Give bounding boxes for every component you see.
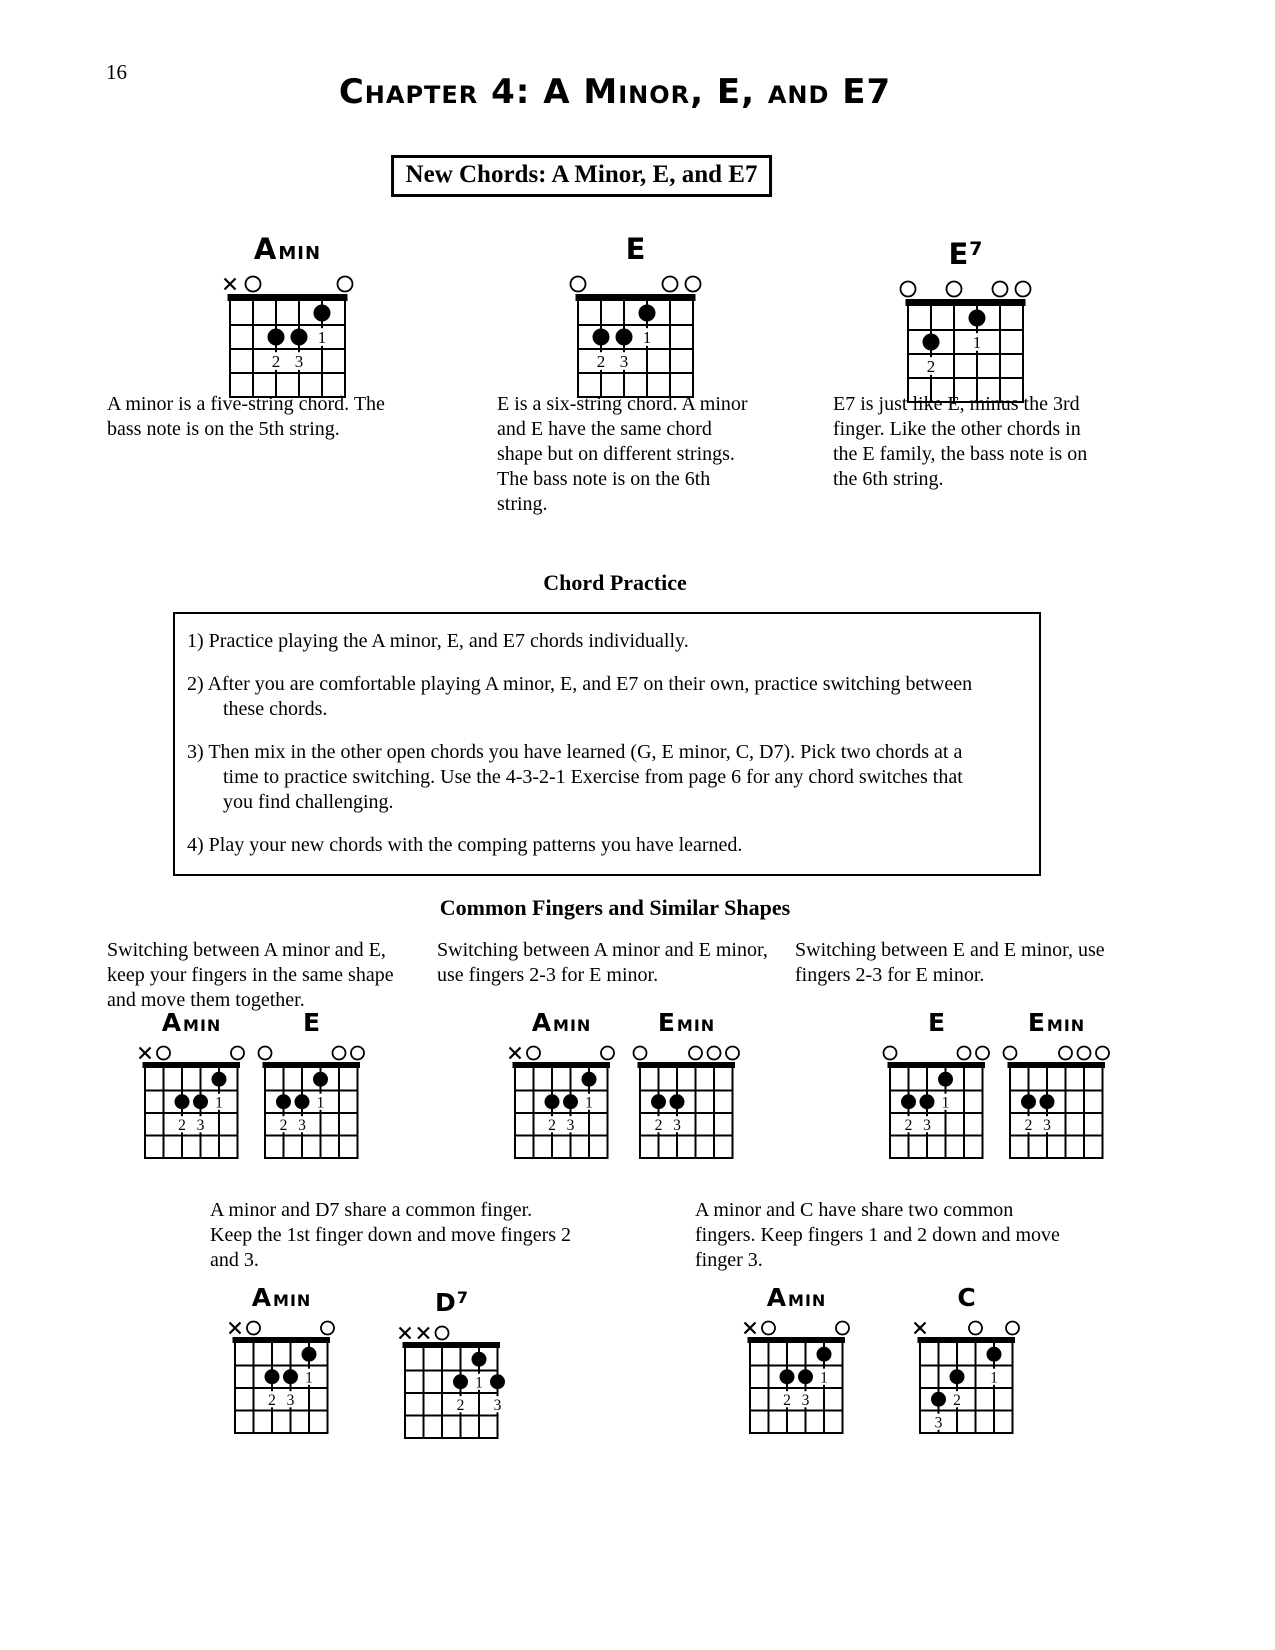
chord-label bbox=[506, 1008, 617, 1041]
finger-number: 2 bbox=[271, 352, 281, 372]
chord-grid bbox=[136, 1044, 247, 1160]
finger-number: 2 bbox=[654, 1116, 663, 1134]
finger-number: 3 bbox=[298, 1116, 306, 1134]
practice-item-number: 4) bbox=[187, 834, 204, 856]
chord-grid bbox=[568, 274, 703, 399]
chord-diagram-amin bbox=[741, 1283, 852, 1435]
finger-number: 2 bbox=[456, 1396, 465, 1414]
open-string-icon bbox=[976, 1047, 989, 1060]
finger-number: 3 bbox=[923, 1116, 931, 1134]
chord-label-letter: D bbox=[435, 1288, 456, 1317]
nut bbox=[263, 1062, 361, 1068]
chord-label bbox=[220, 232, 355, 271]
chord-label-letter: E bbox=[625, 232, 646, 266]
open-string-icon bbox=[708, 1047, 721, 1060]
nut bbox=[576, 294, 696, 301]
finger-number: 3 bbox=[566, 1116, 575, 1134]
open-string-icon bbox=[338, 277, 353, 292]
finger-dot bbox=[545, 1094, 560, 1109]
nut bbox=[513, 1062, 611, 1068]
nut bbox=[918, 1337, 1016, 1343]
finger-number: 2 bbox=[1024, 1116, 1033, 1134]
chord-diagram-d7 bbox=[396, 1283, 507, 1440]
finger-dot bbox=[314, 305, 331, 322]
finger-dot bbox=[582, 1072, 597, 1087]
open-string-icon bbox=[351, 1047, 364, 1060]
muted-string-icon bbox=[510, 1048, 521, 1059]
open-string-icon bbox=[993, 282, 1008, 297]
finger-dot bbox=[1040, 1094, 1055, 1109]
open-string-icon bbox=[259, 1047, 272, 1060]
finger-dot bbox=[295, 1094, 310, 1109]
chord-diagram-c bbox=[911, 1283, 1022, 1435]
finger-number: 3 bbox=[1043, 1116, 1051, 1134]
finger-number: 2 bbox=[548, 1116, 556, 1134]
practice-item bbox=[187, 672, 987, 722]
finger-dot bbox=[593, 329, 610, 346]
practice-box bbox=[173, 612, 1041, 876]
chord-diagram-e bbox=[256, 1008, 367, 1160]
finger-number: 3 bbox=[286, 1391, 295, 1409]
practice-item-text: Practice playing the A minor, E, and E7 chords individually. bbox=[208, 630, 689, 652]
open-string-icon bbox=[1059, 1047, 1072, 1060]
finger-number: 1 bbox=[305, 1369, 313, 1387]
finger-dot bbox=[651, 1094, 666, 1109]
open-string-icon bbox=[1096, 1047, 1109, 1060]
finger-dot bbox=[283, 1369, 298, 1384]
open-string-icon bbox=[762, 1322, 775, 1335]
open-string-icon bbox=[958, 1047, 971, 1060]
open-string-icon bbox=[1016, 282, 1031, 297]
chord-label bbox=[898, 232, 1033, 276]
finger-dot bbox=[265, 1369, 280, 1384]
nut bbox=[233, 1337, 331, 1343]
nut bbox=[638, 1062, 736, 1068]
finger-dot bbox=[670, 1094, 685, 1109]
chord-label-letter: A bbox=[531, 1008, 552, 1037]
page-number: 16 bbox=[106, 60, 127, 84]
finger-dot bbox=[920, 1094, 935, 1109]
finger-dot bbox=[639, 305, 656, 322]
muted-string-icon bbox=[230, 1323, 241, 1334]
open-string-icon bbox=[634, 1047, 647, 1060]
practice-item-text: Play your new chords with the comping patterns you have learned. bbox=[208, 834, 743, 856]
finger-number: 3 bbox=[673, 1116, 681, 1134]
finger-dot bbox=[175, 1094, 190, 1109]
finger-number: 1 bbox=[941, 1094, 950, 1112]
chord-label bbox=[136, 1008, 247, 1041]
finger-number: 3 bbox=[493, 1396, 502, 1414]
chord-diagram-e bbox=[881, 1008, 992, 1160]
finger-dot bbox=[923, 334, 940, 351]
finger-number: 2 bbox=[279, 1116, 288, 1134]
open-string-icon bbox=[663, 277, 678, 292]
finger-number: 2 bbox=[926, 357, 936, 377]
chord-label-letter: A bbox=[253, 232, 277, 266]
finger-number: 2 bbox=[596, 352, 606, 372]
practice-item-number: 2) bbox=[187, 673, 204, 695]
finger-number: 1 bbox=[972, 333, 982, 353]
practice-item bbox=[187, 740, 987, 815]
chord-diagram-amin bbox=[220, 232, 355, 399]
finger-dot bbox=[817, 1347, 832, 1362]
chord-grid bbox=[741, 1319, 852, 1435]
chord-grid bbox=[220, 274, 355, 399]
finger-number: 3 bbox=[801, 1391, 810, 1409]
muted-string-icon bbox=[225, 279, 236, 290]
chord-diagram-amin bbox=[506, 1008, 617, 1160]
finger-dot bbox=[901, 1094, 916, 1109]
chord-grid bbox=[911, 1319, 1022, 1435]
chord-label-superscript: 7 bbox=[969, 238, 983, 260]
chapter-title: Chapter 4: A Minor, E, and E7 bbox=[338, 72, 892, 112]
finger-number: 2 bbox=[953, 1391, 961, 1409]
chord-label bbox=[741, 1283, 852, 1316]
bottom-note-amin-c: A minor and C have share two common fingers. Keep fingers 1 and 2 down and move finger 3. bbox=[695, 1199, 1060, 1271]
chord-grid bbox=[881, 1044, 992, 1160]
finger-dot bbox=[1021, 1094, 1036, 1109]
open-string-icon bbox=[1004, 1047, 1017, 1060]
chord-grid bbox=[506, 1044, 617, 1160]
chord-label-suffix: MIN bbox=[553, 1016, 592, 1035]
open-string-icon bbox=[571, 277, 586, 292]
nut bbox=[228, 294, 348, 301]
practice-heading: Chord Practice bbox=[543, 570, 687, 595]
finger-dot bbox=[563, 1094, 578, 1109]
switching-note-e-emin: Switching between E and E minor, use fingers 2-3 for E minor. bbox=[795, 939, 1105, 986]
chord-label-letter: C bbox=[957, 1283, 976, 1312]
open-string-icon bbox=[689, 1047, 702, 1060]
switching-note-amin-emin: Switching between A minor and E minor, use fingers 2-3 for E minor. bbox=[437, 939, 768, 986]
chord-diagram-e7 bbox=[898, 232, 1033, 404]
chord-label-letter: E bbox=[302, 1008, 321, 1037]
chord-grid bbox=[631, 1044, 742, 1160]
finger-dot bbox=[798, 1369, 813, 1384]
open-string-icon bbox=[333, 1047, 346, 1060]
open-string-icon bbox=[157, 1047, 170, 1060]
common-fingers-heading: Common Fingers and Similar Shapes bbox=[439, 895, 791, 920]
finger-dot bbox=[212, 1072, 227, 1087]
open-string-icon bbox=[1006, 1322, 1019, 1335]
finger-dot bbox=[268, 329, 285, 346]
finger-number: 3 bbox=[294, 352, 304, 372]
finger-number: 1 bbox=[990, 1369, 998, 1387]
finger-dot bbox=[472, 1352, 487, 1367]
chord-label-letter: E bbox=[657, 1008, 675, 1037]
chord-label bbox=[568, 232, 703, 271]
open-string-icon bbox=[947, 282, 962, 297]
chord-note-e: E is a six-string chord. A minor and E have the same chord shape but on different strings. The bass note is on the 6th string. bbox=[497, 393, 748, 515]
chord-grid bbox=[898, 279, 1033, 404]
new-chords-heading: New Chords: A Minor, E, and E7 bbox=[391, 155, 773, 197]
open-string-icon bbox=[901, 282, 916, 297]
open-string-icon bbox=[436, 1327, 449, 1340]
switching-note-amin-e: Switching between A minor and E, keep your fingers in the same shape and move them together. bbox=[107, 939, 394, 1011]
muted-string-icon bbox=[418, 1328, 429, 1339]
chord-diagram-emin bbox=[631, 1008, 742, 1160]
open-string-icon bbox=[884, 1047, 897, 1060]
chord-grid bbox=[396, 1324, 507, 1440]
chord-label bbox=[911, 1283, 1022, 1316]
practice-item-text: After you are comfortable playing A minor, E, and E7 on their own, practice switching between these chords. bbox=[207, 673, 973, 720]
open-string-icon bbox=[321, 1322, 334, 1335]
open-string-icon bbox=[601, 1047, 614, 1060]
nut bbox=[748, 1337, 846, 1343]
practice-item-number: 1) bbox=[187, 630, 204, 652]
chord-grid bbox=[1001, 1044, 1112, 1160]
open-string-icon bbox=[247, 1322, 260, 1335]
chord-label-suffix: MIN bbox=[788, 1291, 827, 1310]
chord-label-suffix: MIN bbox=[183, 1016, 222, 1035]
chord-label-letter: A bbox=[766, 1283, 787, 1312]
nut bbox=[403, 1342, 501, 1348]
finger-number: 3 bbox=[196, 1116, 205, 1134]
finger-number: 3 bbox=[619, 352, 629, 372]
open-string-icon bbox=[836, 1322, 849, 1335]
chord-grid bbox=[256, 1044, 367, 1160]
chord-diagram-amin bbox=[136, 1008, 247, 1160]
practice-item-number: 3) bbox=[187, 741, 204, 763]
chord-label-letter: E bbox=[1027, 1008, 1045, 1037]
chord-label-letter: E bbox=[927, 1008, 946, 1037]
finger-dot bbox=[313, 1072, 328, 1087]
muted-string-icon bbox=[915, 1323, 926, 1334]
finger-number: 2 bbox=[904, 1116, 913, 1134]
finger-dot bbox=[453, 1374, 468, 1389]
nut bbox=[906, 299, 1026, 306]
muted-string-icon bbox=[400, 1328, 411, 1339]
open-string-icon bbox=[246, 277, 261, 292]
open-string-icon bbox=[1078, 1047, 1091, 1060]
finger-number: 1 bbox=[820, 1369, 828, 1387]
chord-note-amin: A minor is a five-string chord. The bass note is on the 5th string. bbox=[107, 393, 385, 440]
finger-number: 2 bbox=[783, 1391, 791, 1409]
muted-string-icon bbox=[745, 1323, 756, 1334]
chord-label-letter: A bbox=[251, 1283, 272, 1312]
chord-label-letter: A bbox=[161, 1008, 182, 1037]
chord-label bbox=[631, 1008, 742, 1041]
nut bbox=[888, 1062, 986, 1068]
chord-label-suffix: MIN bbox=[1046, 1016, 1086, 1035]
finger-dot bbox=[276, 1094, 291, 1109]
muted-string-icon bbox=[140, 1048, 151, 1059]
finger-number: 2 bbox=[178, 1116, 186, 1134]
finger-dot bbox=[931, 1392, 946, 1407]
finger-dot bbox=[969, 310, 986, 327]
chord-label-superscript: 7 bbox=[456, 1288, 468, 1307]
finger-dot bbox=[780, 1369, 795, 1384]
chord-label bbox=[881, 1008, 992, 1041]
chord-label-letter: E bbox=[948, 237, 969, 271]
finger-number: 3 bbox=[934, 1414, 943, 1432]
finger-number: 1 bbox=[642, 328, 652, 348]
chord-label-suffix: MIN bbox=[278, 243, 322, 264]
finger-number: 2 bbox=[268, 1391, 276, 1409]
nut bbox=[143, 1062, 241, 1068]
practice-item-text: Then mix in the other open chords you have learned (G, E minor, C, D7). Pick two chords at a time to practice switching. Use the 4-3-2-1 Exercise from page 6 for any chord switches that you find challenging. bbox=[208, 741, 963, 813]
open-string-icon bbox=[231, 1047, 244, 1060]
chord-label-suffix: MIN bbox=[273, 1291, 312, 1310]
finger-number: 1 bbox=[215, 1094, 223, 1112]
chord-label-suffix: MIN bbox=[676, 1016, 716, 1035]
chord-grid bbox=[226, 1319, 337, 1435]
finger-dot bbox=[490, 1374, 505, 1389]
open-string-icon bbox=[726, 1047, 739, 1060]
finger-number: 1 bbox=[585, 1094, 593, 1112]
chord-label bbox=[1001, 1008, 1112, 1041]
finger-dot bbox=[193, 1094, 208, 1109]
open-string-icon bbox=[527, 1047, 540, 1060]
open-string-icon bbox=[969, 1322, 982, 1335]
finger-number: 1 bbox=[317, 328, 327, 348]
finger-dot bbox=[938, 1072, 953, 1087]
chord-label bbox=[396, 1283, 507, 1321]
finger-dot bbox=[987, 1347, 1002, 1362]
chord-diagram-emin bbox=[1001, 1008, 1112, 1160]
finger-dot bbox=[616, 329, 633, 346]
open-string-icon bbox=[686, 277, 701, 292]
chord-note-e7: E7 is just like E, minus the 3rd finger. Like the other chords in the E family, the bass note is on the 6th string. bbox=[833, 393, 1088, 490]
chord-diagram-amin bbox=[226, 1283, 337, 1435]
finger-dot bbox=[291, 329, 308, 346]
finger-number: 1 bbox=[475, 1374, 483, 1392]
practice-item bbox=[187, 833, 987, 858]
chord-label bbox=[256, 1008, 367, 1041]
nut bbox=[1008, 1062, 1106, 1068]
finger-dot bbox=[950, 1369, 965, 1384]
finger-dot bbox=[302, 1347, 317, 1362]
practice-item bbox=[187, 629, 987, 654]
finger-number: 1 bbox=[316, 1094, 325, 1112]
chord-diagram-e bbox=[568, 232, 703, 399]
bottom-note-amin-d7: A minor and D7 share a common finger. Keep the 1st finger down and move fingers 2 and 3. bbox=[210, 1199, 572, 1271]
chord-label bbox=[226, 1283, 337, 1316]
